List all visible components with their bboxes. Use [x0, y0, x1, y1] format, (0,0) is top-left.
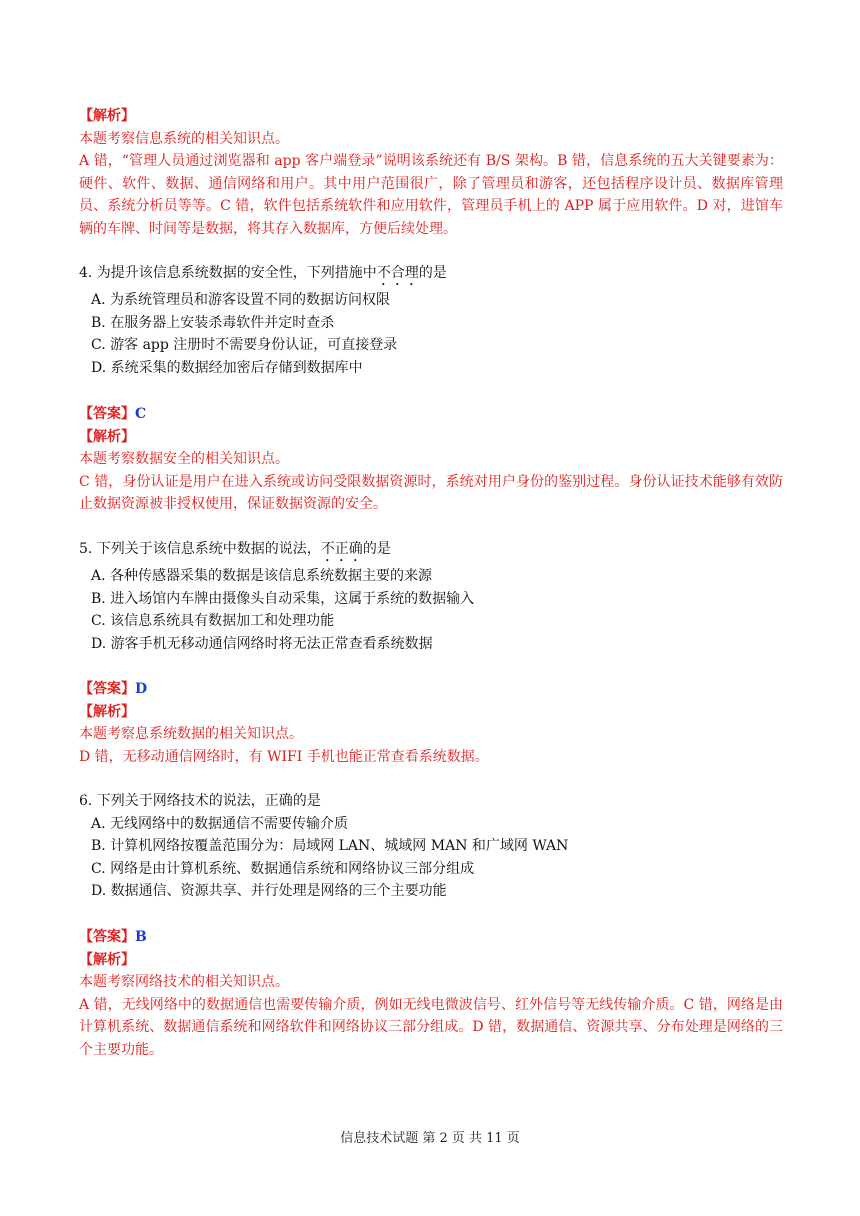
question-6 [79, 790, 783, 903]
question-stem [79, 262, 783, 289]
answer-value: C [135, 406, 147, 422]
analysis-body: D 错，无移动通信网络时，有 WIFI 手机也能正常查看系统数据。 [79, 748, 489, 765]
analysis-body: C 错，身份认证是用户在进入系统或访问受限数据资源时，系统对用户身份的鉴别过程。身份认证技术能够有效防止数据资源被非授权使用，保证数据资源的安全。 [79, 473, 783, 512]
option-d: D. 游客手机无移动通信网络时将无法正常查看系统数据 [91, 635, 433, 652]
option-c: C. 网络是由计算机系统、数据通信系统和网络协议三部分组成 [91, 860, 475, 877]
question-stem: 6. 下列关于网络技术的说法，正确的是 [79, 793, 321, 809]
option-a: A. 各种传感器采集的数据是该信息系统数据主要的来源 [91, 568, 433, 584]
answer-value: D [135, 681, 148, 697]
analysis-label: 【解析】 [79, 703, 135, 720]
option-a: A. 为系统管理员和游客设置不同的数据访问权限 [91, 292, 391, 308]
stem-text-end: 的是 [418, 265, 447, 281]
option-a: A. 无线网络中的数据通信不需要传输介质 [91, 815, 349, 832]
analysis-intro: 本题考察网络技术的相关知识点。 [79, 974, 289, 990]
q6-analysis [79, 926, 783, 1061]
question-4 [79, 262, 783, 379]
analysis-body: A 错，无线网络中的数据通信也需要传输介质，例如无线电微波信号、红外信号等无线传输介质。C 错，网络是由计算机系统、数据通信系统和网络软件和网络协议三部分组成。D 错，数据通信、资源共享、分布处理是网络的三个主要功能。 [79, 996, 783, 1058]
stem-text: 4. 为提升该信息系统数据的安全性，下列措施中 [79, 265, 377, 281]
analysis-intro: 本题考察数据安全的相关知识点。 [79, 451, 289, 467]
question-stem [79, 538, 783, 565]
q3-analysis [79, 105, 783, 240]
stem-emphasis: 不合理 [376, 265, 419, 281]
answer-label: 【答案】 [79, 681, 135, 697]
analysis-intro: 本题考察信息系统的相关知识点。 [79, 130, 289, 147]
option-b: B. 进入场馆内车牌由摄像头自动采集，这属于系统的数据输入 [91, 590, 475, 607]
answer-value: B [135, 929, 147, 945]
q4-analysis [79, 403, 783, 516]
stem-emphasis: 不正确 [320, 541, 363, 557]
analysis-label: 【解析】 [79, 108, 135, 124]
option-b: B. 计算机网络按覆盖范围分为：局域网 LAN、城域网 MAN 和广域网 WAN [91, 838, 569, 854]
answer-label: 【答案】 [79, 929, 135, 945]
answer-line [79, 926, 783, 949]
option-c: C. 游客 app 注册时不需要身份认证，可直接登录 [91, 337, 398, 353]
answer-line [79, 403, 783, 426]
question-5 [79, 538, 783, 655]
page-footer: 信息技术试题 第 2 页 共 11 页 [340, 1131, 520, 1146]
analysis-label: 【解析】 [79, 951, 135, 968]
stem-text: 5. 下列关于该信息系统中数据的说法， [79, 541, 321, 557]
analysis-intro: 本题考察息系统数据的相关知识点。 [79, 726, 303, 742]
answer-label: 【答案】 [79, 406, 135, 422]
q5-analysis [79, 678, 783, 768]
analysis-body: A 错，“管理人员通过浏览器和 app 客户端登录”说明该系统还有 B/S 架构。B 错，信息系统的五大关键要素为：硬件、软件、数据、通信网络和用户。其中用户范围很广，除了管理员和游客，还包括程序设计员、数据库管理员、系统分析员等等。C 错，软件包括系统软件和应用软件，管理员手机上的 APP 属于应用软件。D 对，进馆车辆的车牌、时间等是数据，将其存入数据库，方便后续处理。 [79, 153, 783, 237]
option-d: D. 数据通信、资源共享、并行处理是网络的三个主要功能 [91, 883, 447, 899]
option-b: B. 在服务器上安装杀毒软件并定时查杀 [91, 314, 335, 331]
option-d: D. 系统采集的数据经加密后存储到数据库中 [91, 359, 363, 376]
analysis-label: 【解析】 [79, 428, 135, 445]
stem-text-end: 的是 [362, 541, 391, 557]
option-c: C. 该信息系统具有数据加工和处理功能 [91, 613, 335, 629]
answer-line [79, 678, 783, 701]
